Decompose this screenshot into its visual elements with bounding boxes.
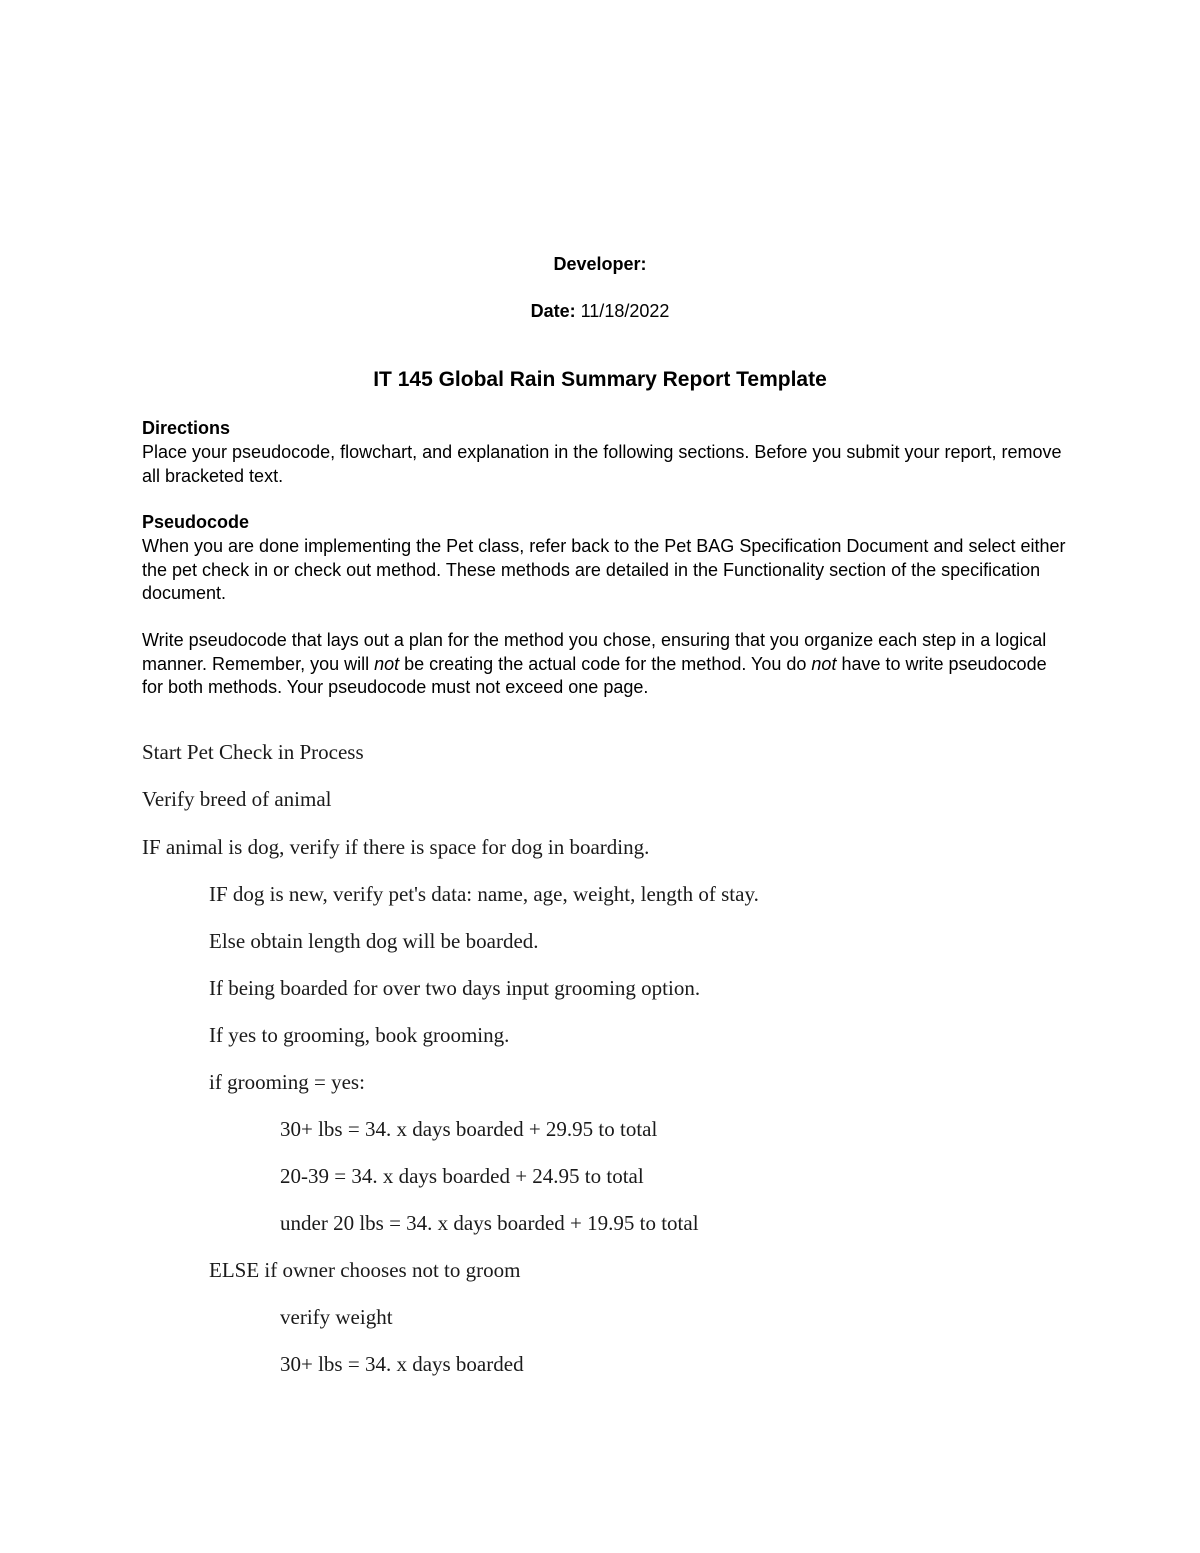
pseudocode-paragraph-1: When you are done implementing the Pet class, refer back to the Pet BAG Specification Document and select either the pet check in or check out method. These methods are detailed in the Functionality section of the specification document. — [142, 536, 1066, 603]
pseudocode-line: Verify breed of animal — [142, 787, 332, 811]
paragraph-text: Write pseudocode that lays out a plan for the method you chose, ensuring that you organize each step in a logical manner. Remember, you will — [142, 630, 1047, 674]
pseudocode-line: verify weight — [280, 1305, 393, 1329]
pseudocode-line: 30+ lbs = 34. x days boarded + 29.95 to total — [280, 1117, 658, 1141]
emphasis-text: not — [374, 653, 400, 674]
pseudocode-heading: Pseudocode — [142, 512, 250, 532]
date-value: 11/18/2022 — [575, 301, 670, 321]
pseudocode-line: If being boarded for over two days input grooming option. — [209, 976, 701, 1000]
date-line — [0, 300, 1200, 324]
pseudocode-line: Else obtain length dog will be boarded. — [209, 929, 539, 953]
directions-heading: Directions — [142, 418, 231, 438]
pseudocode-line: ELSE if owner chooses not to groom — [209, 1258, 521, 1282]
pseudocode-line: 30+ lbs = 34. x days boarded — [280, 1352, 524, 1376]
developer-label: Developer: — [553, 254, 647, 274]
paragraph-text: have to write pseudocode for both methods. Your pseudocode must not exceed one page. — [142, 653, 1047, 697]
pseudocode-line: IF animal is dog, verify if there is space for dog in boarding. — [142, 835, 650, 859]
pseudocode-line: if grooming = yes: — [209, 1070, 365, 1094]
pseudocode-paragraph-2 — [142, 629, 1067, 700]
pseudocode-line: 20-39 = 34. x days boarded + 24.95 to total — [280, 1164, 644, 1188]
emphasis-text: not — [811, 653, 837, 674]
paragraph-text: be creating the actual code for the method. You do — [399, 653, 812, 674]
pseudocode-line: If yes to grooming, book grooming. — [209, 1023, 510, 1047]
directions-body: Place your pseudocode, flowchart, and explanation in the following sections. Before you submit your report, remove all bracketed text. — [142, 442, 1062, 486]
page-title: IT 145 Global Rain Summary Report Template — [373, 368, 827, 391]
date-label: Date: — [530, 301, 576, 321]
pseudocode-line: IF dog is new, verify pet's data: name, age, weight, length of stay. — [209, 882, 759, 906]
pseudocode-line: under 20 lbs = 34. x days boarded + 19.95 to total — [280, 1211, 699, 1235]
pseudocode-line: Start Pet Check in Process — [142, 740, 364, 764]
